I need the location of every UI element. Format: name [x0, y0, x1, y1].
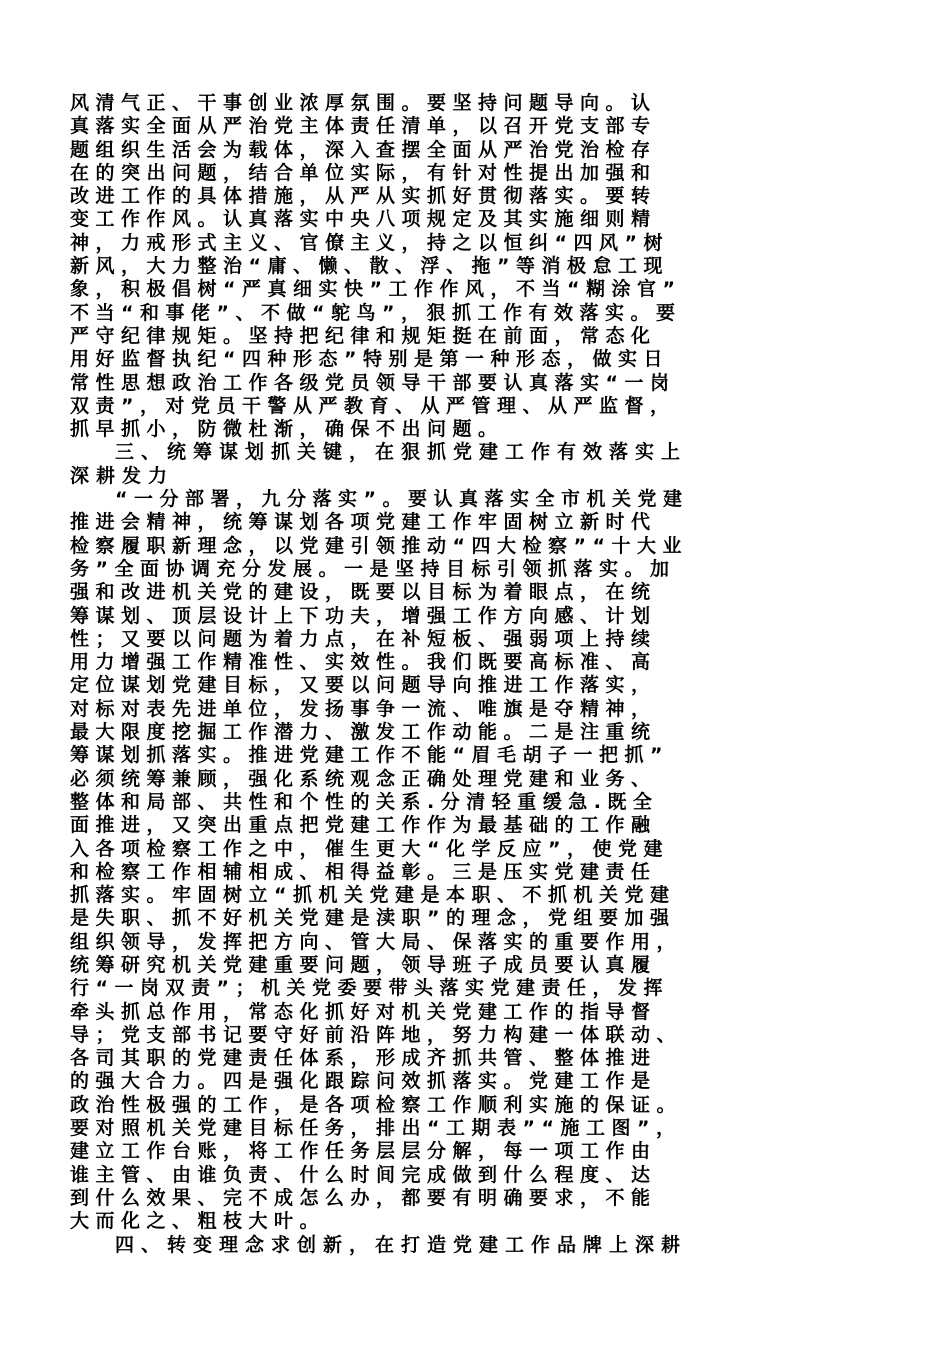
text-line: 大而化之、粗枝大叶。 [70, 1210, 326, 1233]
text-line: 在的突出问题，结合单位实际，有针对性提出加强和 [70, 161, 657, 184]
text-line: 双责”，对党员干警从严教育、从严管理、从严监督， [70, 394, 676, 417]
text-line: 组织领导，发挥把方向、管大局、保落实的重要作用， [70, 930, 683, 953]
text-line: 象，积极倡树“严真细实快”工作作风，不当“糊涂官” [70, 278, 682, 301]
text-line: 用好监督执纪“四种形态”特别是第一种形态，做实日 [70, 348, 669, 371]
text-line: 抓落实。牢固树立“抓机关党建是本职、不抓机关党建 [70, 884, 676, 907]
section-heading-3: 三、统筹谋划抓关键，在狠抓党建工作有效落实上 [115, 441, 688, 464]
text-line: 筹谋划、顶层设计上下功夫，增强工作方向感、计划 [70, 604, 657, 627]
text-line: 统筹研究机关党建重要问题，领导班子成员要认真履 [70, 953, 657, 976]
text-line: 新风，大力整治“庸、懒、散、浮、拖”等消极怠工现 [70, 255, 669, 278]
text-line: 务”全面协调充分发展。一是坚持目标引领抓落实。加 [70, 557, 676, 580]
paragraph-start: “一分部署，九分落实”。要认真落实全市机关党建 [115, 488, 689, 511]
text-line: 抓早抓小，防微杜渐，确保不出问题。 [70, 418, 504, 441]
text-line: 谁主管、由谁负责、什么时间完成做到什么程度、达 [70, 1163, 657, 1186]
text-line: 严守纪律规矩。坚持把纪律和规矩挺在前面，常态化 [70, 324, 657, 347]
text-line: 变工作作风。认真落实中央八项规定及其实施细则精 [70, 208, 657, 231]
text-line: 神，力戒形式主义、官僚主义，持之以恒纠“四风”树 [70, 231, 669, 254]
text-line: 建立工作台账，将工作任务层层分解，每一项工作由 [70, 1140, 657, 1163]
text-line: 是失职、抓不好机关党建是渎职”的理念，党组要加强 [70, 907, 676, 930]
text-line: 真落实全面从严治党主体责任清单，以召开党支部专 [70, 115, 657, 138]
text-line: 风清气正、干事创业浓厚氛围。要坚持问题导向。认 [70, 92, 657, 114]
text-line: 要对照机关党建目标任务，排出“工期表”“施工图”， [70, 1117, 682, 1140]
text-line: 对标对表先进单位，发扬事争一流、唯旗是夺精神， [70, 697, 657, 720]
text-line: 入各项检察工作之中，催生更大“化学反应”，使党建 [70, 837, 669, 860]
text-line: 题组织生活会为载体，深入查摆全面从严治党治检存 [70, 138, 657, 161]
text-line: 整体和局部、共性和个性的关系.分清轻重缓急.既全 [70, 790, 659, 813]
text-line: 最大限度挖掘工作潜力、激发工作动能。二是注重统 [70, 721, 657, 744]
text-line: 检察履职新理念，以党建引领推动“四大检察”“十大业 [70, 534, 688, 557]
text-line: 导；党支部书记要守好前沿阵地，努力构建一体联动、 [70, 1023, 683, 1046]
text-line: 的强大合力。四是强化跟踪问效抓落实。党建工作是 [70, 1070, 657, 1093]
text-line: 用力增强工作精准性、实效性。我们既要高标准、高 [70, 651, 657, 674]
text-line: 筹谋划抓落实。推进党建工作不能“眉毛胡子一把抓” [70, 744, 669, 767]
section-heading-4: 四、转变理念求创新，在打造党建工作品牌上深耕 [115, 1233, 688, 1256]
text-line: 强和改进机关党的建设，既要以目标为着眼点，在统 [70, 581, 657, 604]
document-body [70, 92, 900, 1257]
text-line: 行“一岗双责”；机关党委要带头落实党建责任，发挥 [70, 977, 669, 1000]
text-line: 改进工作的具体措施，从严从实抓好贯彻落实。要转 [70, 185, 657, 208]
text-line: 必须统筹兼顾，强化系统观念正确处理党建和业务、 [70, 767, 657, 790]
section-heading-3-cont: 深耕发力 [70, 464, 175, 487]
text-line: 不当“和事佬”、不做“鸵鸟”，狠抓工作有效落实。要 [70, 301, 682, 324]
text-line: 各司其职的党建责任体系，形成齐抓共管、整体推进 [70, 1047, 657, 1070]
text-line: 性；又要以问题为着力点，在补短板、强弱项上持续 [70, 627, 657, 650]
text-line: 和检察工作相辅相成、相得益彰。三是压实党建责任 [70, 860, 657, 883]
text-line: 政治性极强的工作，是各项检察工作顺利实施的保证。 [70, 1093, 683, 1116]
text-line: 牵头抓总作用，常态化抓好对机关党建工作的指导督 [70, 1000, 657, 1023]
text-line: 面推进，又突出重点把党建工作作为最基础的工作融 [70, 814, 657, 837]
text-line: 定位谋划党建目标，又要以问题导向推进工作落实， [70, 674, 657, 697]
text-line: 到什么效果、完不成怎么办，都要有明确要求，不能 [70, 1186, 657, 1209]
text-line: 推进会精神，统筹谋划各项党建工作牢固树立新时代 [70, 511, 657, 534]
text-line: 常性思想政治工作各级党员领导干部要认真落实“一岗 [70, 371, 676, 394]
